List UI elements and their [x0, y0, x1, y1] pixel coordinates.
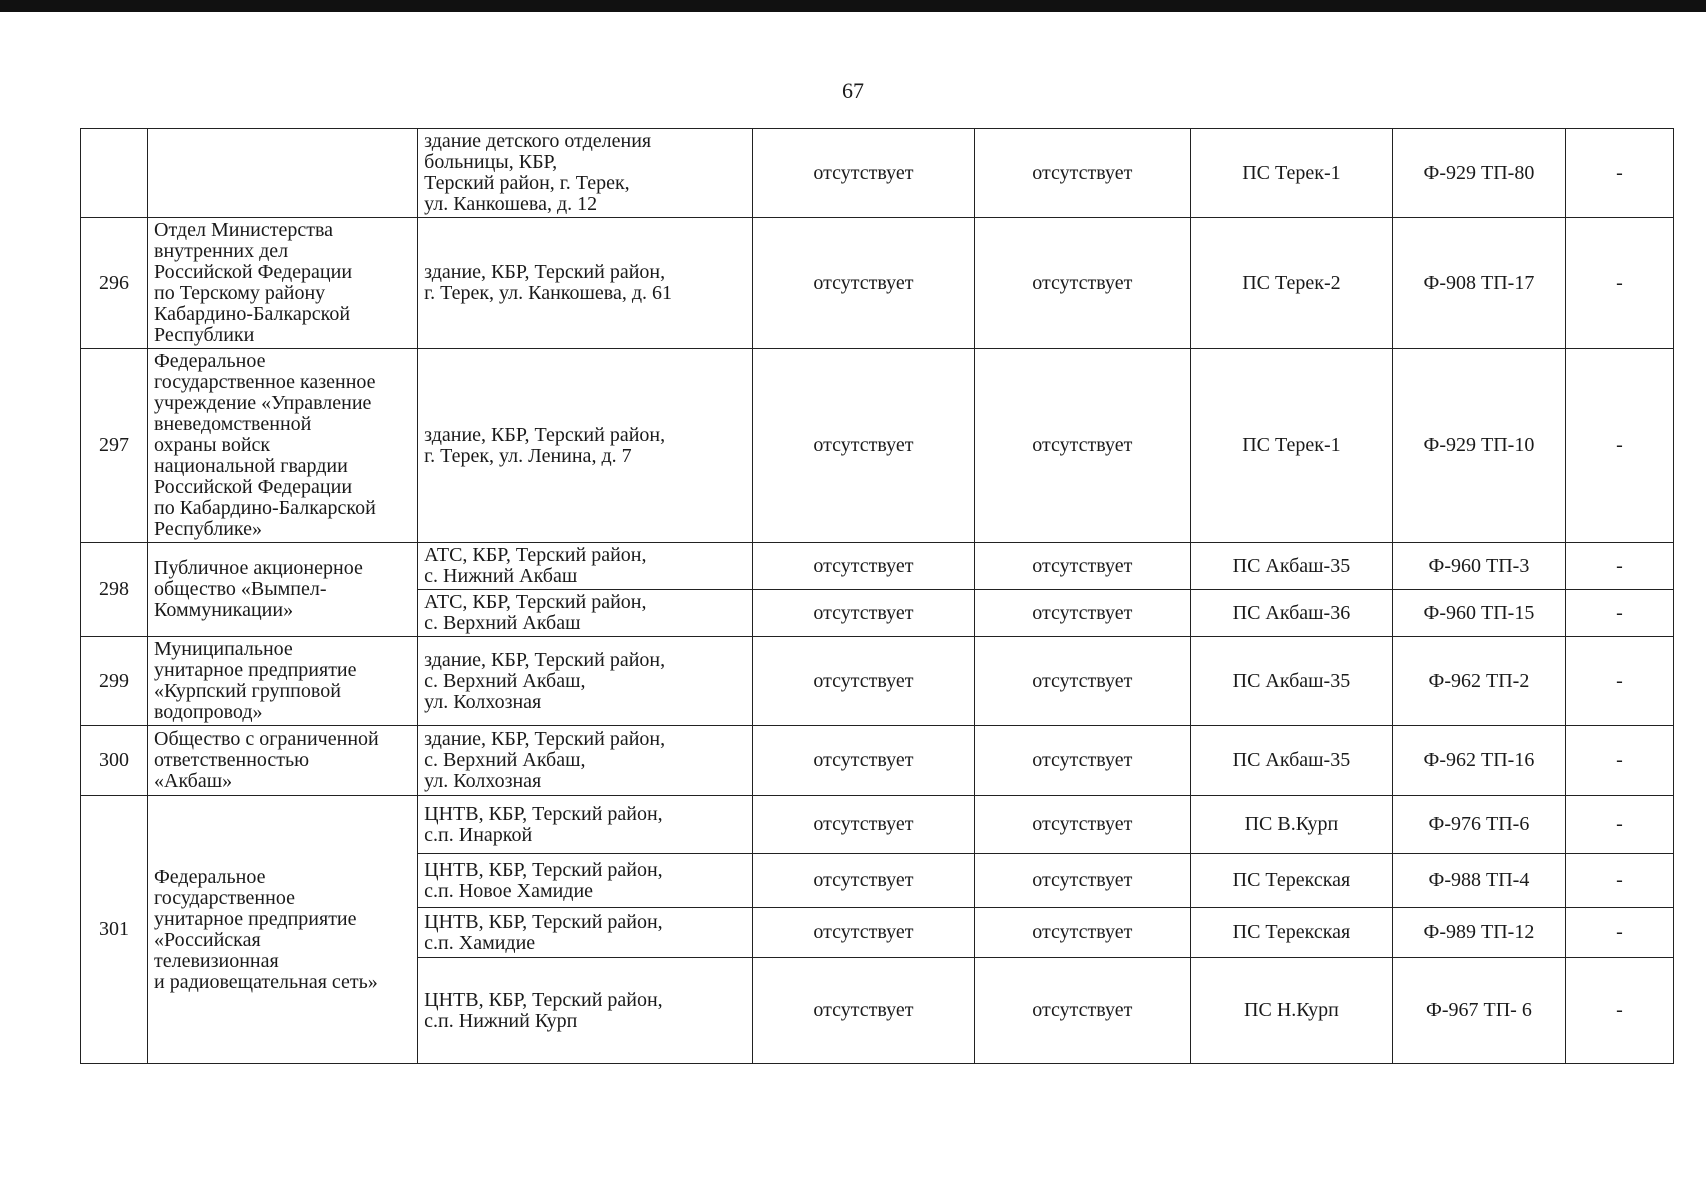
organization-name	[148, 637, 418, 726]
table-row	[81, 129, 1674, 218]
address-line: с. Верхний Акбаш,	[424, 669, 586, 692]
address-line: Терский район, г. Терек,	[424, 172, 630, 194]
objects-table	[80, 128, 1674, 1064]
address-line: с.п. Нижний Курп	[424, 1009, 578, 1032]
address-line: с.п. Хамидие	[424, 931, 536, 954]
address-line: здание детского отделения	[424, 130, 652, 152]
status-cell: отсутствует	[974, 543, 1190, 590]
feeder-cell: Ф-989 ТП-12	[1392, 908, 1565, 958]
note-cell: -	[1565, 590, 1673, 637]
organization-line: внутренних дел	[154, 240, 289, 262]
organization-line: Российской Федерации	[154, 261, 353, 283]
object-address	[418, 590, 753, 637]
address-line: с. Верхний Акбаш,	[424, 749, 586, 771]
feeder-cell: Ф-962 ТП-2	[1392, 637, 1565, 726]
feeder-cell: Ф-929 ТП-80	[1392, 129, 1565, 218]
row-number: 296	[81, 218, 148, 349]
address-line: г. Терек, ул. Канкошева, д. 61	[424, 282, 673, 304]
object-address	[418, 637, 753, 726]
organization-line: учреждение «Управление	[154, 392, 372, 414]
organization-line: и радиовещательная сеть»	[154, 970, 378, 993]
organization-line: унитарное предприятие	[154, 907, 357, 930]
status-cell: отсутствует	[974, 637, 1190, 726]
row-number: 300	[81, 726, 148, 796]
status-cell: отсутствует	[753, 796, 975, 854]
feeder-cell: Ф-929 ТП-10	[1392, 349, 1565, 543]
address-line: ул. Канкошева, д. 12	[424, 193, 598, 215]
status-cell: отсутствует	[753, 637, 975, 726]
address-line: здание, КБР, Терский район,	[424, 648, 666, 671]
organization-line: водопровод»	[154, 701, 263, 723]
object-address	[418, 796, 753, 854]
note-cell: -	[1565, 218, 1673, 349]
organization-line: вневедомственной	[154, 413, 312, 435]
address-line: ЦНТВ, КБР, Терский район,	[424, 910, 663, 933]
status-cell: отсутствует	[974, 129, 1190, 218]
organization-line: государственное казенное	[154, 371, 376, 393]
address-line: АТС, КБР, Терский район,	[424, 544, 647, 566]
table-row	[81, 543, 1674, 590]
address-line: ул. Колхозная	[424, 690, 542, 713]
object-address	[418, 218, 753, 349]
organization-line: по Терскому району	[154, 282, 326, 304]
object-address	[418, 908, 753, 958]
address-line: ЦНТВ, КБР, Терский район,	[424, 802, 663, 825]
status-cell: отсутствует	[753, 958, 975, 1064]
table-row	[81, 637, 1674, 726]
address-line: здание, КБР, Терский район,	[424, 261, 666, 283]
table-row	[81, 796, 1674, 854]
organization-line: Республики	[154, 324, 255, 346]
organization-line: Федеральное	[154, 865, 266, 888]
organization-line: «Курпский групповой	[154, 680, 341, 702]
organization-line: Муниципальное	[154, 638, 293, 660]
address-line: ЦНТВ, КБР, Терский район,	[424, 858, 663, 881]
address-line: с. Нижний Акбаш	[424, 565, 578, 587]
feeder-cell: Ф-960 ТП-3	[1392, 543, 1565, 590]
status-cell: отсутствует	[753, 726, 975, 796]
organization-name	[148, 543, 418, 637]
status-cell: отсутствует	[753, 908, 975, 958]
status-cell: отсутствует	[753, 854, 975, 908]
row-number: 301	[81, 796, 148, 1064]
address-line: больницы, КБР,	[424, 151, 558, 173]
substation-cell: ПС Н.Курп	[1190, 958, 1392, 1064]
feeder-cell: Ф-967 ТП- 6	[1392, 958, 1565, 1064]
note-cell: -	[1565, 543, 1673, 590]
address-line: ул. Колхозная	[424, 770, 542, 792]
feeder-cell: Ф-988 ТП-4	[1392, 854, 1565, 908]
note-cell: -	[1565, 958, 1673, 1064]
organization-line: Общество с ограниченной	[154, 728, 379, 750]
status-cell: отсутствует	[974, 726, 1190, 796]
table-row	[81, 349, 1674, 543]
address-line: с. Верхний Акбаш	[424, 612, 581, 634]
object-address	[418, 958, 753, 1064]
organization-name	[148, 796, 418, 1064]
status-cell: отсутствует	[753, 129, 975, 218]
organization-line: Коммуникации»	[154, 599, 294, 621]
address-line: здание, КБР, Терский район,	[424, 423, 666, 446]
address-line: ЦНТВ, КБР, Терский район,	[424, 988, 663, 1011]
organization-line: Российской Федерации	[154, 476, 353, 498]
table-row	[81, 726, 1674, 796]
object-address	[418, 543, 753, 590]
object-address	[418, 129, 753, 218]
feeder-cell: Ф-962 ТП-16	[1392, 726, 1565, 796]
address-line: АТС, КБР, Терский район,	[424, 591, 647, 613]
status-cell: отсутствует	[753, 590, 975, 637]
note-cell: -	[1565, 796, 1673, 854]
status-cell: отсутствует	[974, 854, 1190, 908]
substation-cell: ПС Акбаш-35	[1190, 543, 1392, 590]
organization-line: ответственностью	[154, 749, 310, 771]
feeder-cell: Ф-960 ТП-15	[1392, 590, 1565, 637]
note-cell: -	[1565, 129, 1673, 218]
table-row	[81, 218, 1674, 349]
organization-name	[148, 726, 418, 796]
note-cell: -	[1565, 854, 1673, 908]
status-cell: отсутствует	[753, 218, 975, 349]
status-cell: отсутствует	[974, 218, 1190, 349]
scan-border	[0, 0, 1706, 12]
substation-cell: ПС Акбаш-35	[1190, 726, 1392, 796]
substation-cell: ПС Терекская	[1190, 854, 1392, 908]
status-cell: отсутствует	[974, 349, 1190, 543]
page-number: 67	[842, 78, 864, 103]
organization-line: унитарное предприятие	[154, 659, 357, 681]
feeder-cell: Ф-908 ТП-17	[1392, 218, 1565, 349]
row-number	[81, 129, 148, 218]
substation-cell: ПС Терекская	[1190, 908, 1392, 958]
status-cell: отсутствует	[974, 796, 1190, 854]
status-cell: отсутствует	[974, 958, 1190, 1064]
note-cell: -	[1565, 726, 1673, 796]
organization-line: национальной гвардии	[154, 455, 348, 477]
note-cell: -	[1565, 637, 1673, 726]
organization-name	[148, 349, 418, 543]
organization-line: Кабардино-Балкарской	[154, 303, 351, 325]
organization-line: по Кабардино-Балкарской	[154, 497, 376, 519]
table-body	[81, 129, 1674, 1064]
feeder-cell: Ф-976 ТП-6	[1392, 796, 1565, 854]
organization-line: Отдел Министерства	[154, 219, 334, 241]
organization-name	[148, 129, 418, 218]
organization-line: общество «Вымпел-	[154, 578, 327, 600]
organization-line: государственное	[154, 886, 295, 909]
organization-line: телевизионная	[154, 949, 279, 972]
row-number: 299	[81, 637, 148, 726]
note-cell: -	[1565, 908, 1673, 958]
substation-cell: ПС Акбаш-35	[1190, 637, 1392, 726]
organization-line: Республике»	[154, 518, 263, 540]
substation-cell: ПС Акбаш-36	[1190, 590, 1392, 637]
row-number: 297	[81, 349, 148, 543]
object-address	[418, 726, 753, 796]
substation-cell: ПС В.Курп	[1190, 796, 1392, 854]
organization-line: «Акбаш»	[154, 770, 233, 792]
status-cell: отсутствует	[974, 908, 1190, 958]
status-cell: отсутствует	[974, 590, 1190, 637]
note-cell: -	[1565, 349, 1673, 543]
address-line: здание, КБР, Терский район,	[424, 728, 666, 750]
status-cell: отсутствует	[753, 349, 975, 543]
substation-cell: ПС Терек-2	[1190, 218, 1392, 349]
organization-line: «Российская	[154, 928, 261, 951]
status-cell: отсутствует	[753, 543, 975, 590]
substation-cell: ПС Терек-1	[1190, 349, 1392, 543]
object-address	[418, 349, 753, 543]
organization-line: охраны войск	[154, 434, 271, 456]
address-line: г. Терек, ул. Ленина, д. 7	[424, 444, 632, 467]
row-number: 298	[81, 543, 148, 637]
organization-line: Публичное акционерное	[154, 557, 363, 579]
object-address	[418, 854, 753, 908]
address-line: с.п. Новое Хамидие	[424, 879, 594, 902]
organization-name	[148, 218, 418, 349]
substation-cell: ПС Терек-1	[1190, 129, 1392, 218]
organization-line: Федеральное	[154, 350, 266, 372]
address-line: с.п. Инаркой	[424, 823, 533, 846]
